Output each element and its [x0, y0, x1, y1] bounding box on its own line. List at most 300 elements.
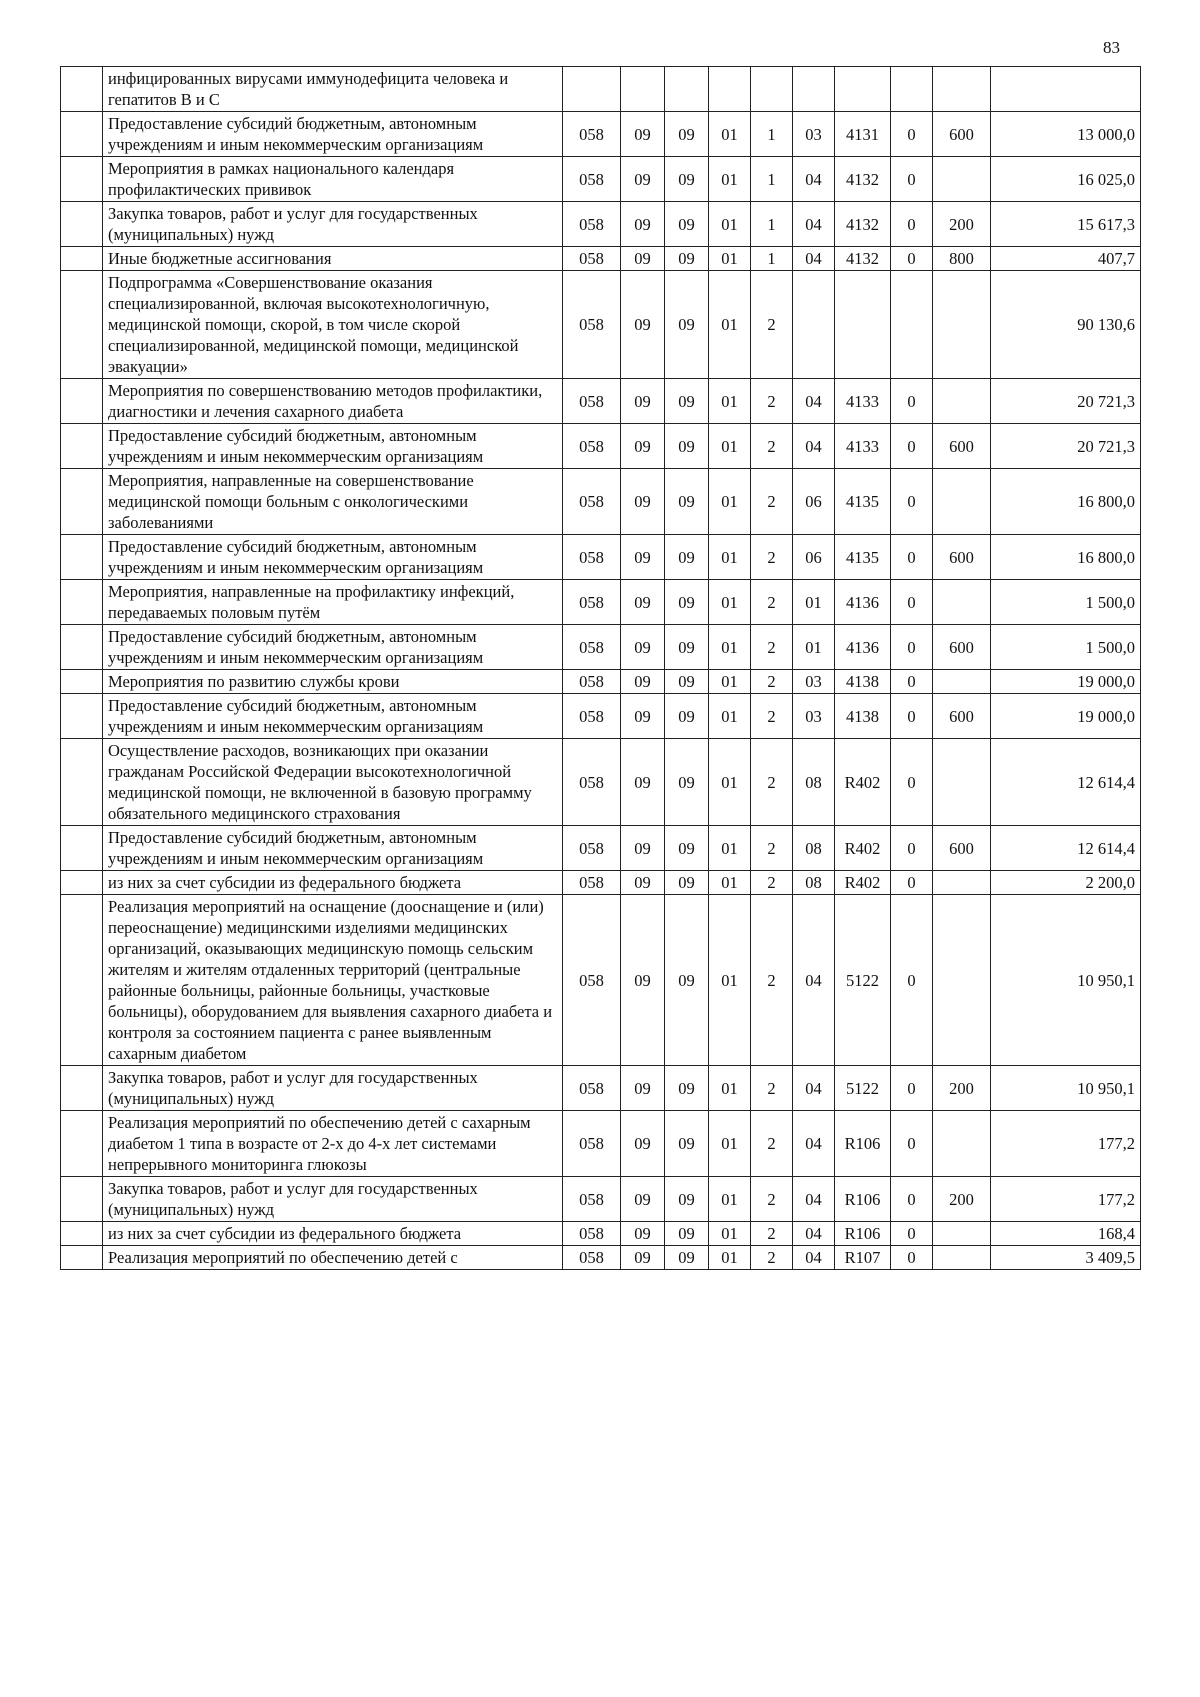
cell-chk [891, 271, 933, 379]
cell-vr [933, 895, 991, 1066]
cell-vr: 600 [933, 625, 991, 670]
table-row [61, 670, 1141, 694]
cell-ved: 058 [563, 580, 621, 625]
cell-gp: 01 [709, 271, 751, 379]
cell-dir: 4132 [835, 157, 891, 202]
cell-rz: 09 [621, 424, 665, 469]
cell-sum: 168,4 [991, 1222, 1141, 1246]
cell-chk: 0 [891, 895, 933, 1066]
cell-pp [751, 67, 793, 112]
cell-dir: 5122 [835, 1066, 891, 1111]
cell-dir: 4132 [835, 202, 891, 247]
cell-pr: 09 [665, 895, 709, 1066]
table-row [61, 1111, 1141, 1177]
cell-pr: 09 [665, 1222, 709, 1246]
cell-pr: 09 [665, 271, 709, 379]
cell-pr: 09 [665, 379, 709, 424]
cell-ved: 058 [563, 625, 621, 670]
cell-vr [933, 1111, 991, 1177]
cell-om: 04 [793, 157, 835, 202]
cell-name: Реализация мероприятий на оснащение (дооснащение и (или) переоснащение) медицинскими изделиями медицинских организаций, оказывающих медицинскую помощь сельским жителям и жителям отдаленных территорий (центральные районные больницы, районные больницы, участковые больницы), оборудованием для выявления сахарного диабета и контроля за состоянием пациента с ранее выявленным сахарным диабетом [103, 895, 563, 1066]
cell-dir: R106 [835, 1177, 891, 1222]
cell-chk: 0 [891, 535, 933, 580]
cell-dir: 4136 [835, 580, 891, 625]
cell-ved: 058 [563, 202, 621, 247]
row-margin-cell [61, 202, 103, 247]
cell-om: 04 [793, 1222, 835, 1246]
cell-vr [933, 67, 991, 112]
row-margin-cell [61, 1111, 103, 1177]
row-margin-cell [61, 157, 103, 202]
cell-chk: 0 [891, 1111, 933, 1177]
cell-om: 01 [793, 580, 835, 625]
cell-sum: 177,2 [991, 1111, 1141, 1177]
cell-name: Реализация мероприятий по обеспечению детей с [103, 1246, 563, 1270]
cell-pp: 2 [751, 1066, 793, 1111]
cell-vr: 200 [933, 1066, 991, 1111]
cell-dir: 4138 [835, 670, 891, 694]
cell-rz: 09 [621, 1177, 665, 1222]
cell-dir: 4133 [835, 379, 891, 424]
cell-gp: 01 [709, 1177, 751, 1222]
cell-vr: 200 [933, 202, 991, 247]
cell-ved: 058 [563, 247, 621, 271]
cell-gp: 01 [709, 424, 751, 469]
row-margin-cell [61, 424, 103, 469]
cell-ved: 058 [563, 1066, 621, 1111]
cell-chk: 0 [891, 580, 933, 625]
cell-ved: 058 [563, 1246, 621, 1270]
cell-pp: 2 [751, 739, 793, 826]
cell-sum: 16 025,0 [991, 157, 1141, 202]
cell-name: Осуществление расходов, возникающих при оказании гражданам Российской Федерации высокотехнологичной медицинской помощи, не включенной в базовую программу обязательного медицинского страхования [103, 739, 563, 826]
row-margin-cell [61, 469, 103, 535]
cell-gp: 01 [709, 625, 751, 670]
row-margin-cell [61, 895, 103, 1066]
cell-rz: 09 [621, 247, 665, 271]
cell-chk: 0 [891, 694, 933, 739]
row-margin-cell [61, 670, 103, 694]
cell-chk: 0 [891, 1222, 933, 1246]
cell-om: 04 [793, 1066, 835, 1111]
cell-dir: R402 [835, 826, 891, 871]
cell-name: Мероприятия по совершенствованию методов профилактики, диагностики и лечения сахарного диабета [103, 379, 563, 424]
cell-om: 04 [793, 1111, 835, 1177]
cell-pr: 09 [665, 1111, 709, 1177]
table-row [61, 379, 1141, 424]
cell-pp: 2 [751, 535, 793, 580]
cell-pr: 09 [665, 202, 709, 247]
cell-name: Предоставление субсидий бюджетным, автономным учреждениям и иным некоммерческим организациям [103, 112, 563, 157]
cell-dir: R402 [835, 739, 891, 826]
cell-rz: 09 [621, 580, 665, 625]
cell-sum: 407,7 [991, 247, 1141, 271]
cell-om: 08 [793, 826, 835, 871]
cell-dir: 4136 [835, 625, 891, 670]
cell-sum: 1 500,0 [991, 625, 1141, 670]
cell-om: 04 [793, 247, 835, 271]
cell-pp: 2 [751, 895, 793, 1066]
cell-pr: 09 [665, 670, 709, 694]
cell-name: из них за счет субсидии из федерального бюджета [103, 1222, 563, 1246]
budget-table [60, 66, 1141, 1270]
cell-rz: 09 [621, 1222, 665, 1246]
cell-name: Предоставление субсидий бюджетным, автономным учреждениям и иным некоммерческим организациям [103, 694, 563, 739]
row-margin-cell [61, 871, 103, 895]
cell-chk: 0 [891, 202, 933, 247]
cell-vr [933, 739, 991, 826]
cell-rz: 09 [621, 535, 665, 580]
cell-name: Мероприятия, направленные на совершенствование медицинской помощи больным с онкологическими заболеваниями [103, 469, 563, 535]
page-number: 83 [1103, 38, 1120, 57]
cell-vr: 800 [933, 247, 991, 271]
cell-rz: 09 [621, 739, 665, 826]
cell-ved: 058 [563, 379, 621, 424]
cell-vr [933, 580, 991, 625]
cell-sum: 15 617,3 [991, 202, 1141, 247]
cell-dir: R106 [835, 1222, 891, 1246]
cell-rz [621, 67, 665, 112]
cell-gp: 01 [709, 826, 751, 871]
row-margin-cell [61, 247, 103, 271]
cell-pr: 09 [665, 1066, 709, 1111]
cell-chk: 0 [891, 871, 933, 895]
cell-dir [835, 271, 891, 379]
cell-om: 06 [793, 469, 835, 535]
table-row [61, 247, 1141, 271]
cell-pp: 2 [751, 1111, 793, 1177]
cell-ved: 058 [563, 271, 621, 379]
cell-pp: 2 [751, 469, 793, 535]
cell-chk [891, 67, 933, 112]
cell-pr: 09 [665, 1246, 709, 1270]
cell-gp: 01 [709, 895, 751, 1066]
table-row [61, 67, 1141, 112]
table-row [61, 871, 1141, 895]
row-margin-cell [61, 112, 103, 157]
cell-dir: 4132 [835, 247, 891, 271]
cell-pp: 2 [751, 670, 793, 694]
cell-pr: 09 [665, 1177, 709, 1222]
cell-pr: 09 [665, 871, 709, 895]
table-row [61, 895, 1141, 1066]
cell-sum: 2 200,0 [991, 871, 1141, 895]
cell-pr: 09 [665, 535, 709, 580]
cell-gp: 01 [709, 157, 751, 202]
cell-vr [933, 1222, 991, 1246]
row-margin-cell [61, 694, 103, 739]
cell-chk: 0 [891, 1246, 933, 1270]
cell-sum: 12 614,4 [991, 826, 1141, 871]
table-row [61, 157, 1141, 202]
cell-om: 04 [793, 1177, 835, 1222]
cell-sum: 10 950,1 [991, 895, 1141, 1066]
cell-ved: 058 [563, 157, 621, 202]
cell-name: Предоставление субсидий бюджетным, автономным учреждениям и иным некоммерческим организациям [103, 535, 563, 580]
table-row [61, 826, 1141, 871]
cell-dir: 4138 [835, 694, 891, 739]
cell-chk: 0 [891, 112, 933, 157]
cell-om: 04 [793, 202, 835, 247]
cell-vr: 600 [933, 694, 991, 739]
cell-pr: 09 [665, 580, 709, 625]
cell-gp: 01 [709, 1222, 751, 1246]
table-row [61, 580, 1141, 625]
row-margin-cell [61, 67, 103, 112]
cell-name: Реализация мероприятий по обеспечению детей с сахарным диабетом 1 типа в возрасте от 2-х до 4-х лет системами непрерывного мониторинга глюкозы [103, 1111, 563, 1177]
cell-ved: 058 [563, 871, 621, 895]
cell-dir: 4131 [835, 112, 891, 157]
table-row [61, 271, 1141, 379]
cell-rz: 09 [621, 379, 665, 424]
cell-vr [933, 670, 991, 694]
cell-pp: 2 [751, 1222, 793, 1246]
cell-gp [709, 67, 751, 112]
cell-ved: 058 [563, 1222, 621, 1246]
cell-sum: 3 409,5 [991, 1246, 1141, 1270]
cell-vr: 200 [933, 1177, 991, 1222]
cell-gp: 01 [709, 247, 751, 271]
table-row [61, 739, 1141, 826]
cell-gp: 01 [709, 580, 751, 625]
cell-name: Мероприятия, направленные на профилактику инфекций, передаваемых половым путём [103, 580, 563, 625]
cell-chk: 0 [891, 247, 933, 271]
cell-pp: 1 [751, 112, 793, 157]
table-row [61, 469, 1141, 535]
cell-sum: 20 721,3 [991, 424, 1141, 469]
cell-sum [991, 67, 1141, 112]
cell-name: Предоставление субсидий бюджетным, автономным учреждениям и иным некоммерческим организациям [103, 625, 563, 670]
cell-pp: 2 [751, 379, 793, 424]
cell-om [793, 271, 835, 379]
cell-ved: 058 [563, 670, 621, 694]
cell-rz: 09 [621, 670, 665, 694]
cell-rz: 09 [621, 271, 665, 379]
cell-om: 03 [793, 112, 835, 157]
table-row [61, 694, 1141, 739]
row-margin-cell [61, 625, 103, 670]
cell-sum: 16 800,0 [991, 469, 1141, 535]
table-row [61, 112, 1141, 157]
cell-ved: 058 [563, 1177, 621, 1222]
cell-gp: 01 [709, 379, 751, 424]
row-margin-cell [61, 271, 103, 379]
cell-gp: 01 [709, 469, 751, 535]
cell-sum: 16 800,0 [991, 535, 1141, 580]
cell-sum: 90 130,6 [991, 271, 1141, 379]
cell-pp: 2 [751, 424, 793, 469]
cell-rz: 09 [621, 871, 665, 895]
cell-pr [665, 67, 709, 112]
cell-name: Закупка товаров, работ и услуг для государственных (муниципальных) нужд [103, 1177, 563, 1222]
cell-om: 04 [793, 379, 835, 424]
cell-name: Иные бюджетные ассигнования [103, 247, 563, 271]
cell-pp: 2 [751, 1177, 793, 1222]
cell-vr: 600 [933, 826, 991, 871]
cell-pr: 09 [665, 625, 709, 670]
cell-rz: 09 [621, 157, 665, 202]
cell-sum: 10 950,1 [991, 1066, 1141, 1111]
cell-rz: 09 [621, 1066, 665, 1111]
cell-name: из них за счет субсидии из федерального бюджета [103, 871, 563, 895]
cell-pp: 2 [751, 1246, 793, 1270]
cell-name: Закупка товаров, работ и услуг для государственных (муниципальных) нужд [103, 202, 563, 247]
table-row [61, 1066, 1141, 1111]
cell-om [793, 67, 835, 112]
cell-vr [933, 157, 991, 202]
cell-name: инфицированных вирусами иммунодефицита человека и гепатитов В и С [103, 67, 563, 112]
cell-vr [933, 1246, 991, 1270]
row-margin-cell [61, 535, 103, 580]
cell-gp: 01 [709, 670, 751, 694]
cell-ved: 058 [563, 826, 621, 871]
cell-name: Мероприятия по развитию службы крови [103, 670, 563, 694]
cell-rz: 09 [621, 1246, 665, 1270]
cell-name: Закупка товаров, работ и услуг для государственных (муниципальных) нужд [103, 1066, 563, 1111]
table-row [61, 424, 1141, 469]
cell-pr: 09 [665, 826, 709, 871]
cell-om: 06 [793, 535, 835, 580]
cell-om: 03 [793, 670, 835, 694]
cell-om: 03 [793, 694, 835, 739]
table-row [61, 1222, 1141, 1246]
cell-chk: 0 [891, 379, 933, 424]
cell-pp: 1 [751, 202, 793, 247]
cell-om: 01 [793, 625, 835, 670]
cell-om: 08 [793, 871, 835, 895]
cell-om: 04 [793, 895, 835, 1066]
cell-dir: R107 [835, 1246, 891, 1270]
table-row [61, 1177, 1141, 1222]
cell-vr [933, 271, 991, 379]
cell-rz: 09 [621, 112, 665, 157]
cell-chk: 0 [891, 625, 933, 670]
cell-rz: 09 [621, 625, 665, 670]
cell-pr: 09 [665, 424, 709, 469]
cell-sum: 177,2 [991, 1177, 1141, 1222]
cell-om: 08 [793, 739, 835, 826]
row-margin-cell [61, 1246, 103, 1270]
cell-pp: 2 [751, 271, 793, 379]
cell-pr: 09 [665, 694, 709, 739]
cell-name: Подпрограмма «Совершенствование оказания специализированной, включая высокотехнологичную, медицинской помощи, скорой, в том числе скорой специализированной, медицинской помощи, медицинской эвакуации» [103, 271, 563, 379]
table-row [61, 1246, 1141, 1270]
cell-vr [933, 871, 991, 895]
cell-dir: R402 [835, 871, 891, 895]
cell-gp: 01 [709, 535, 751, 580]
row-margin-cell [61, 580, 103, 625]
cell-gp: 01 [709, 1111, 751, 1177]
cell-name: Предоставление субсидий бюджетным, автономным учреждениям и иным некоммерческим организациям [103, 424, 563, 469]
cell-rz: 09 [621, 826, 665, 871]
cell-vr: 600 [933, 112, 991, 157]
cell-ved: 058 [563, 895, 621, 1066]
row-margin-cell [61, 1177, 103, 1222]
cell-ved: 058 [563, 694, 621, 739]
table-row [61, 535, 1141, 580]
cell-pp: 1 [751, 157, 793, 202]
cell-sum: 19 000,0 [991, 670, 1141, 694]
cell-chk: 0 [891, 826, 933, 871]
cell-pp: 2 [751, 694, 793, 739]
cell-ved: 058 [563, 535, 621, 580]
table-row [61, 202, 1141, 247]
cell-sum: 1 500,0 [991, 580, 1141, 625]
cell-gp: 01 [709, 739, 751, 826]
cell-chk: 0 [891, 157, 933, 202]
cell-sum: 12 614,4 [991, 739, 1141, 826]
cell-name: Предоставление субсидий бюджетным, автономным учреждениям и иным некоммерческим организациям [103, 826, 563, 871]
cell-rz: 09 [621, 202, 665, 247]
cell-chk: 0 [891, 739, 933, 826]
cell-chk: 0 [891, 1177, 933, 1222]
cell-gp: 01 [709, 112, 751, 157]
cell-gp: 01 [709, 1246, 751, 1270]
cell-dir: 4135 [835, 535, 891, 580]
row-margin-cell [61, 1222, 103, 1246]
cell-sum: 19 000,0 [991, 694, 1141, 739]
cell-pp: 1 [751, 247, 793, 271]
cell-dir: 4133 [835, 424, 891, 469]
cell-rz: 09 [621, 895, 665, 1066]
table-row [61, 625, 1141, 670]
cell-pp: 2 [751, 580, 793, 625]
cell-vr: 600 [933, 424, 991, 469]
cell-ved [563, 67, 621, 112]
cell-sum: 20 721,3 [991, 379, 1141, 424]
cell-ved: 058 [563, 469, 621, 535]
cell-chk: 0 [891, 1066, 933, 1111]
cell-om: 04 [793, 1246, 835, 1270]
cell-dir: 4135 [835, 469, 891, 535]
cell-chk: 0 [891, 670, 933, 694]
cell-vr: 600 [933, 535, 991, 580]
cell-rz: 09 [621, 469, 665, 535]
cell-ved: 058 [563, 1111, 621, 1177]
cell-dir: 5122 [835, 895, 891, 1066]
cell-pp: 2 [751, 826, 793, 871]
cell-ved: 058 [563, 424, 621, 469]
cell-pp: 2 [751, 625, 793, 670]
cell-gp: 01 [709, 1066, 751, 1111]
cell-name: Мероприятия в рамках национального календаря профилактических прививок [103, 157, 563, 202]
cell-ved: 058 [563, 739, 621, 826]
cell-chk: 0 [891, 469, 933, 535]
cell-om: 04 [793, 424, 835, 469]
cell-pr: 09 [665, 469, 709, 535]
row-margin-cell [61, 379, 103, 424]
cell-sum: 13 000,0 [991, 112, 1141, 157]
cell-gp: 01 [709, 202, 751, 247]
cell-rz: 09 [621, 1111, 665, 1177]
cell-gp: 01 [709, 694, 751, 739]
cell-pr: 09 [665, 157, 709, 202]
cell-dir [835, 67, 891, 112]
cell-chk: 0 [891, 424, 933, 469]
row-margin-cell [61, 739, 103, 826]
cell-pp: 2 [751, 871, 793, 895]
cell-rz: 09 [621, 694, 665, 739]
cell-gp: 01 [709, 871, 751, 895]
cell-ved: 058 [563, 112, 621, 157]
cell-dir: R106 [835, 1111, 891, 1177]
row-margin-cell [61, 826, 103, 871]
cell-vr [933, 379, 991, 424]
cell-vr [933, 469, 991, 535]
cell-pr: 09 [665, 112, 709, 157]
cell-pr: 09 [665, 739, 709, 826]
cell-pr: 09 [665, 247, 709, 271]
